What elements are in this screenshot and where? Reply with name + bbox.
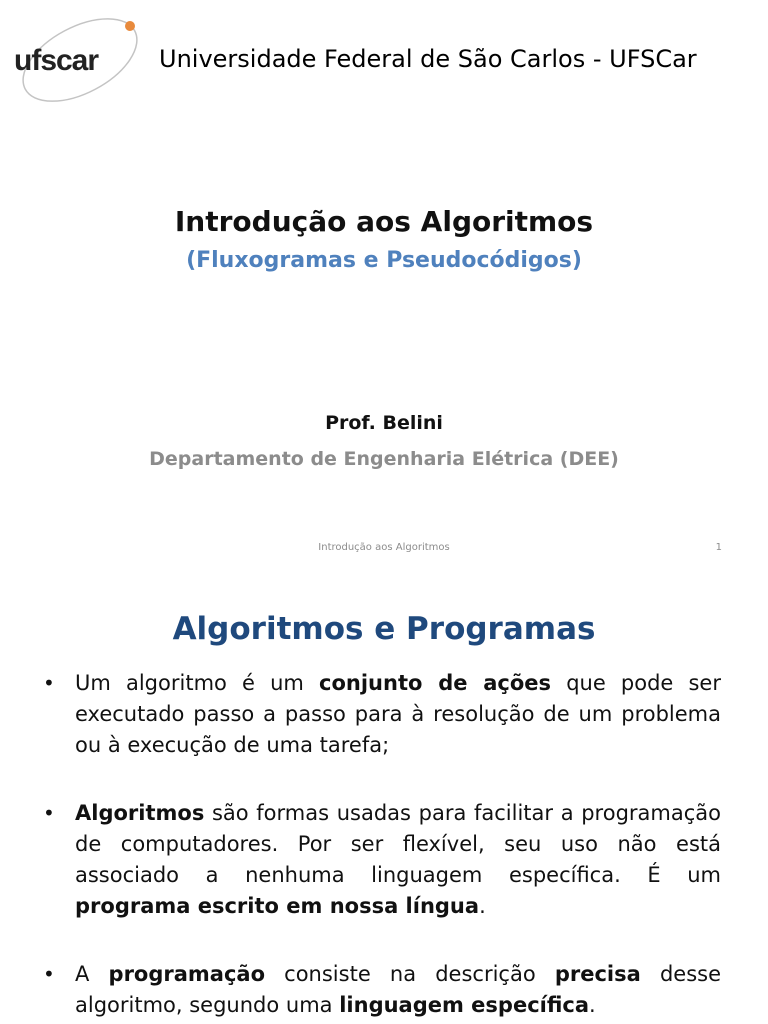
bullet-icon: • [43,671,55,695]
department-name: Departamento de Engenharia Elétrica (DEE) [149,448,619,470]
bullet-icon: • [43,962,55,986]
bold-text: Algoritmos [75,801,205,825]
slide-footer: Introdução aos Algoritmos [318,542,450,553]
presentation-title: Introdução aos Algoritmos [174,205,594,238]
bullet-text: A programação consiste na descrição precisa desse algoritmo, segundo uma linguagem específica. [75,962,722,1017]
bullet-text: Um algoritmo é um conjunto de ações que pode ser executado passo a passo para à resolução de um problema ou à execução de uma tarefa; [75,671,721,757]
bold-text: programa escrito em nossa língua [75,894,480,918]
bold-text: linguagem específica [339,993,590,1017]
presentation-subtitle: (Fluxogramas e Pseudocódigos) [186,248,582,273]
bullet-item [0,668,768,761]
svg-text:ufscar: ufscar [14,44,99,77]
bold-text: programação [108,962,266,986]
bold-text: precisa [554,962,641,986]
university-name: Universidade Federal de São Carlos - UFSCar [159,45,697,73]
page-number: 1 [715,542,722,553]
ufscar-logo-icon [10,8,146,104]
bullet-icon: • [43,801,55,825]
bullet-list [0,668,768,1024]
content-slide [0,570,768,1024]
bullet-text: Algoritmos são formas usadas para facilitar a programação de computadores. Por ser flexível, seu uso não está associado a nenhuma linguagem específica. É um programa escrito em nossa língua. [75,801,721,918]
bullet-item [0,959,768,1021]
bold-text: conjunto de ações [319,671,552,695]
slide-title: Algoritmos e Programas [172,611,596,647]
bullet-item [0,798,768,922]
professor-name: Prof. Belini [325,412,443,434]
